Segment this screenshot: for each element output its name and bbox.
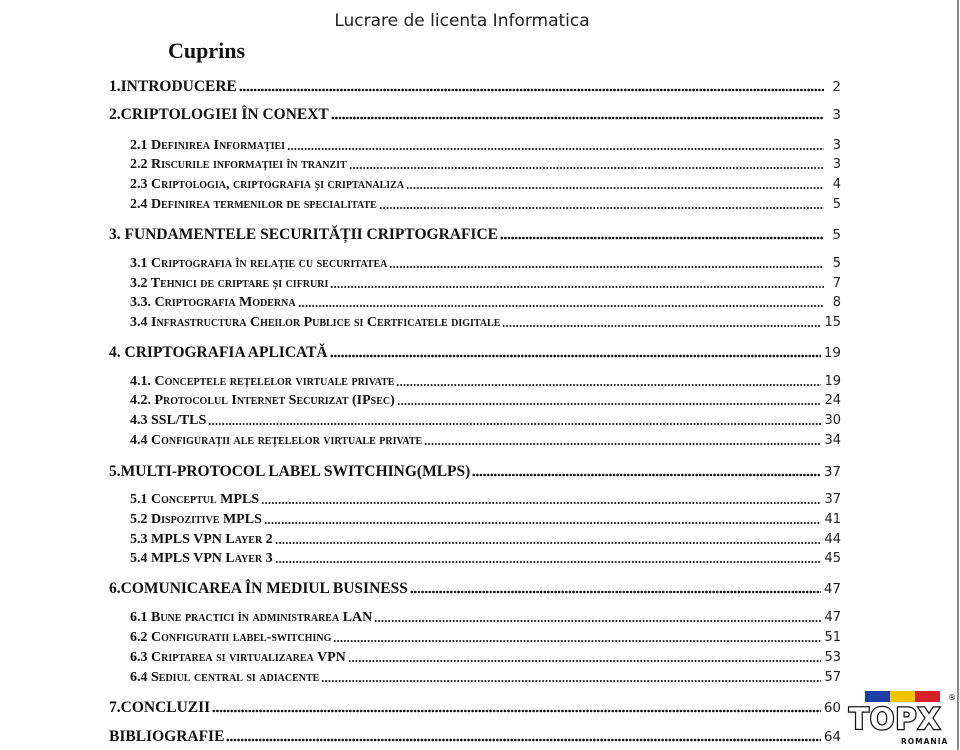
toc-entry-chapter-3[interactable] [109,224,841,244]
toc-title: Cuprins [168,38,246,63]
dot-leader [298,304,824,308]
toc-entry-3-3[interactable] [130,292,841,312]
toc-entry-page: 19 [823,345,841,361]
toc-entry-page: 19 [824,374,841,389]
toc-entry-concluzii[interactable] [109,697,841,717]
toc-entry-page: 64 [823,729,841,745]
dot-leader [333,639,821,643]
toc-entry-label: 5.3 MPLS VPN Layer 2 [130,532,273,547]
toc-entry-label: 6.4 Sediul central si adiacente [130,670,320,685]
flag-red-stripe [915,691,940,702]
toc-entry-6-1[interactable] [130,607,841,627]
toc-entry-label: 1.INTRODUCERE [109,78,237,95]
toc-entry-page: 47 [823,581,841,597]
dot-leader [261,501,821,505]
dot-leader [349,166,824,170]
toc-entry-page: 15 [824,315,841,330]
toc-entry-page: 5 [832,227,841,243]
toc-entry-page: 5 [832,256,841,271]
toc-entry-label: BIBLIOGRAFIE [109,728,225,745]
dot-leader [275,541,822,545]
toc-entry-page: 7 [832,276,841,291]
toc-entry-label: 2.2 Riscurile informației în tranzit [130,157,347,172]
toc-entry-label: 5.2 Dispozitive MPLS [130,512,262,527]
toc-entry-page: 3 [832,107,841,123]
toc-entry-5-1[interactable] [130,489,841,509]
document-header-title: Lucrare de licenta Informatica [334,11,590,31]
toc-entry-page: 51 [824,630,841,645]
toc-entry-3-1[interactable] [130,253,841,273]
toc-entry-page: 3 [832,138,841,153]
toc-entry-label: 3. FUNDAMENTELE SECURITĂȚII CRIPTOGRAFICE [109,226,498,243]
logo-subtitle: ROMANIA [901,737,949,746]
toc-entry-label: 4.2. Protocolul Internet Securizat (IPsec) [130,393,395,408]
registered-mark-icon: ® [948,693,956,702]
toc-entry-label: 2.CRIPTOLOGIEI ÎN CONEXT [109,106,329,123]
dot-leader [226,738,820,742]
toc-entry-4-4[interactable] [130,430,841,450]
romanian-flag-icon [865,691,940,702]
toc-entry-3-4[interactable] [130,312,841,332]
toc-entry-label: 3.2 Tehnici de criptare și cifruri [130,276,329,291]
toc-entry-6-4[interactable] [130,667,841,687]
toc-entry-chapter-4[interactable] [109,342,841,362]
dot-leader [472,473,821,477]
dot-leader [208,422,821,426]
dot-leader [331,116,824,120]
dot-leader [212,709,821,713]
toc-entry-4-3[interactable] [130,410,841,430]
dot-leader [379,206,824,210]
toc-entry-label: 7.CONCLUZII [109,699,211,716]
dot-leader [348,659,822,663]
dot-leader [275,560,822,564]
toc-entry-label: 2.4 Definirea termenilor de specialitate [130,197,377,212]
toc-entry-label: 6.COMUNICAREA ÎN MEDIUL BUSINESS [109,580,408,597]
toc-entry-page: 47 [824,610,841,625]
dot-leader [239,88,824,92]
toc-entry-label: 6.1 Bune practici în administrarea LAN [130,610,373,625]
dot-leader [374,619,821,623]
toc-entry-label: 3.1 Criptografia în relație cu securitatea [130,256,388,271]
dot-leader [287,147,824,151]
toc-entry-label: 4.3 SSL/TLS [130,413,207,428]
topx-romania-logo [845,688,960,750]
toc-entry-page: 8 [832,295,841,310]
toc-entry-label: 2.1 Definirea Informației [130,138,286,153]
toc-entry-page: 44 [824,532,841,547]
toc-entry-2-4[interactable] [130,194,841,214]
toc-entry-label: 4.1. Conceptele rețelelor virtuale private [130,374,395,389]
toc-entry-bibliografie[interactable] [109,726,841,746]
toc-entry-5-3[interactable] [130,529,841,549]
dot-leader [500,236,824,240]
toc-entry-page: 3 [832,157,841,172]
toc-entry-5-2[interactable] [130,509,841,529]
toc-entry-chapter-5[interactable] [109,461,841,481]
toc-entry-label: 4.4 Configurații ale rețelelor virtuale private [130,433,423,448]
toc-entry-page: 4 [832,177,841,192]
logo-wordmark: TOPX [849,702,942,736]
dot-leader [330,354,821,358]
dot-leader [397,402,822,406]
toc-entry-page: 53 [824,650,841,665]
toc-entry-chapter-6[interactable] [109,578,841,598]
toc-entry-page: 37 [824,492,841,507]
toc-entry-label: 4. CRIPTOGRAFIA APLICATĂ [109,344,328,361]
toc-entry-label: 6.3 Criptarea si virtualizarea VPN [130,650,346,665]
toc-entry-3-2[interactable] [130,273,841,293]
toc-entry-page: 5 [832,197,841,212]
toc-entry-6-3[interactable] [130,647,841,667]
toc-entry-4-2[interactable] [130,390,841,410]
toc-entry-page: 37 [823,464,841,480]
toc-entry-5-4[interactable] [130,548,841,568]
toc-entry-label: 5.4 MPLS VPN Layer 3 [130,551,273,566]
toc-entry-label: 3.4 Infrastructura Cheilor Publice si Certficatele digitale [130,315,501,330]
dot-leader [424,442,821,446]
toc-entry-introducere[interactable] [109,76,841,96]
dot-leader [330,285,824,289]
toc-entry-6-2[interactable] [130,627,841,647]
toc-entry-page: 30 [824,413,841,428]
toc-entry-chapter-2[interactable] [109,104,841,124]
toc-entry-label: 2.3 Criptologia, criptografia și criptanaliza [130,177,405,192]
toc-entry-page: 60 [823,700,841,716]
dot-leader [410,590,821,594]
dot-leader [406,186,824,190]
toc-entry-page: 45 [824,551,841,566]
toc-entry-label: 5.MULTI-PROTOCOL LABEL SWITCHING(MLPS) [109,463,471,480]
flag-blue-stripe [865,691,890,702]
page-edge-line [957,0,959,750]
toc-entry-page: 57 [824,670,841,685]
toc-entry-page: 24 [824,393,841,408]
toc-entry-label: 5.1 Conceptul MPLS [130,492,260,507]
toc-entry-page: 2 [832,79,841,95]
toc-entry-2-1[interactable] [130,135,841,155]
flag-yellow-stripe [890,691,915,702]
toc-entry-page: 34 [824,433,841,448]
toc-entry-label: 6.2 Configuratii label-switching [130,630,332,645]
toc-entry-label: 3.3. Criptografia Moderna [130,295,296,310]
dot-leader [502,324,821,328]
toc-entry-4-1[interactable] [130,371,841,391]
dot-leader [396,383,821,387]
toc-entry-2-3[interactable] [130,174,841,194]
toc-entry-page: 41 [824,512,841,527]
dot-leader [264,521,822,525]
dot-leader [321,679,821,683]
dot-leader [389,265,824,269]
toc-entry-2-2[interactable] [130,154,841,174]
